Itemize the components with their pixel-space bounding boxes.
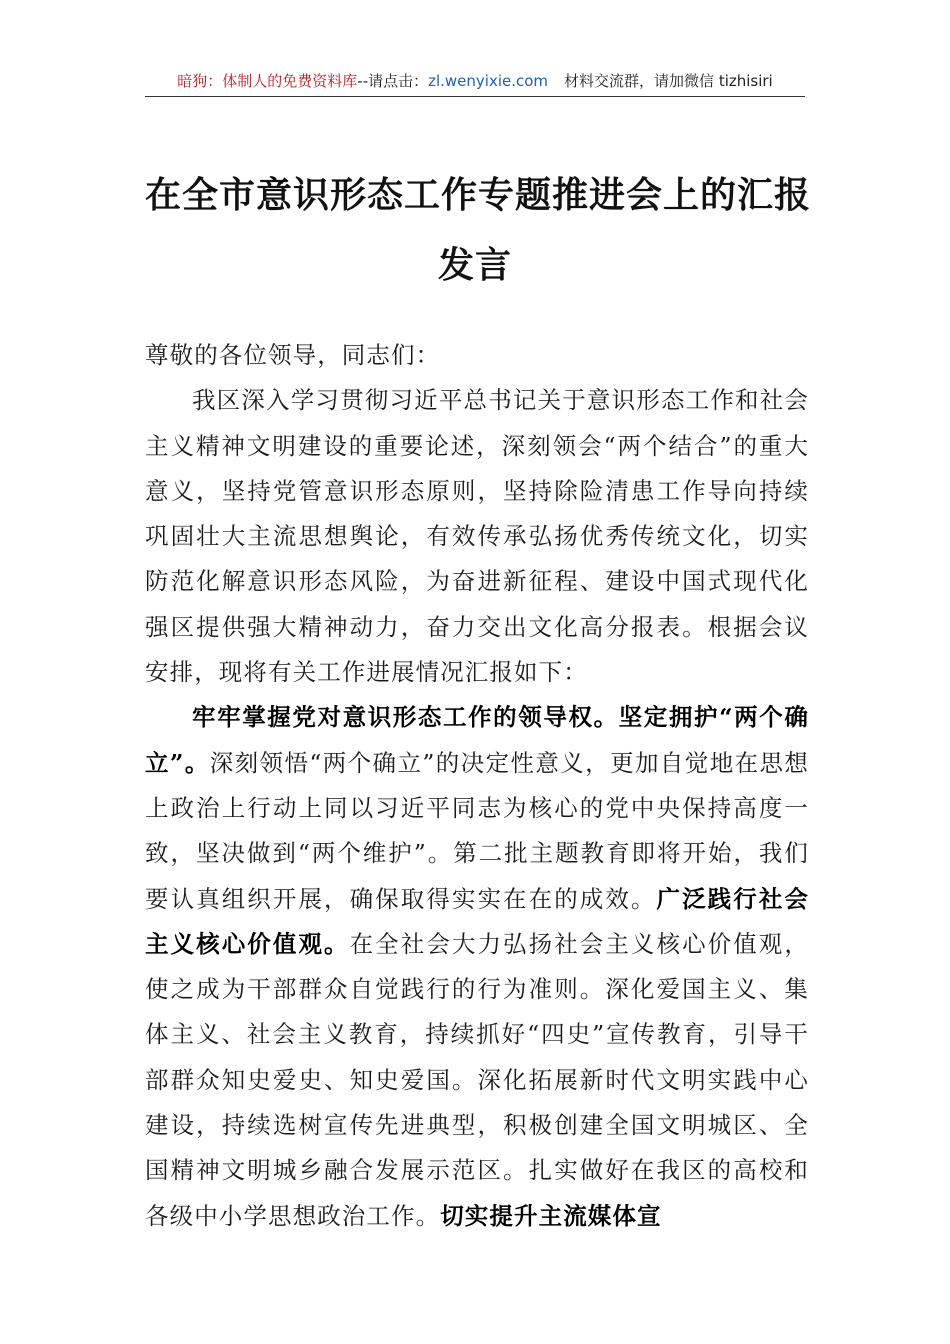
header-brand: 暗狗：体制人的免费资料库 — [177, 72, 358, 90]
title-line-1: 在全市意识形态工作专题推进会上的汇报 — [145, 174, 812, 216]
heading-core-values: 广泛践行社会主义核心价值观。 — [145, 884, 809, 958]
document-body — [145, 333, 809, 1239]
text-leadership: 深刻领悟“两个确立”的决定性意义，更加自觉地在思想上政治上行动上同以习近平同志为核心的党中央保持高度一致，坚决做到“两个维护”。第二批主题教育即将开始，我们要认真组织开展，确保取得实实在在的成效。 — [145, 748, 809, 913]
heading-leadership: 牢牢掌握党对意识形态工作的领导权。坚定拥护“两个确立”。 — [145, 703, 809, 777]
paragraph-section-1 — [145, 695, 809, 1239]
header-click-label: --请点击： — [357, 72, 429, 90]
header-url-link[interactable]: zl.wenyixie.com — [428, 72, 549, 90]
page-header — [145, 70, 805, 97]
salutation: 尊敬的各位领导，同志们： — [145, 341, 441, 369]
header-group-info: 材料交流群，请加微信 tizhisiri — [564, 72, 773, 90]
heading-media: 切实提升主流媒体宣 — [440, 1201, 662, 1230]
title-line-2: 发言 — [437, 244, 512, 286]
text-core-values: 在全社会大力弘扬社会主义核心价值观，使之成为干部群众自觉践行的行为准则。深化爱国主义、集体主义、社会主义教育，持续抓好“四史”宣传教育，引导干部群众知史爱史、知史爱国。深化拓展新时代文明实践中心建设，持续选树宣传先进典型，积极创建全国文明城区、全国精神文明城乡融合发展示范区。扎实做好在我区的高校和各级中小学思想政治工作。 — [145, 929, 809, 1230]
document-title — [145, 160, 812, 300]
paragraph-intro: 我区深入学习贯彻习近平总书记关于意识形态工作和社会主义精神文明建设的重要论述，深刻领会“两个结合”的重大意义，坚持党管意识形态原则，坚持除险清患工作导向持续巩固壮大主流思想舆论，有效传承弘扬优秀传统文化，切实防范化解意识形态风险，为奋进新征程、建设中国式现代化强区提供强大精神动力，奋力交出文化高分报表。根据会议安排，现将有关工作进展情况汇报如下： — [145, 386, 809, 687]
